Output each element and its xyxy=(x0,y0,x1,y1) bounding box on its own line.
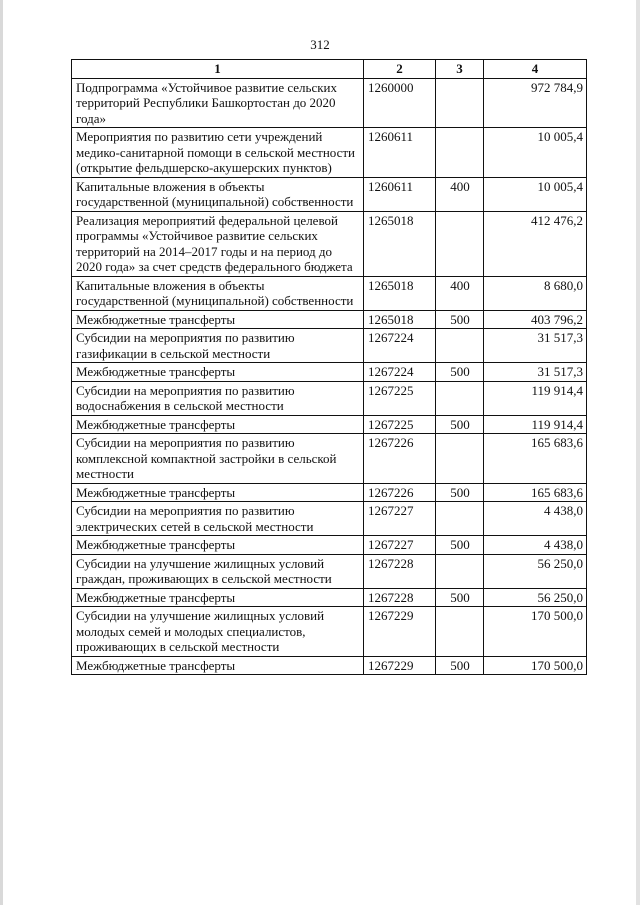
row-code-cell: 1265018 xyxy=(364,211,436,276)
row-amount-cell: 56 250,0 xyxy=(484,554,587,588)
row-type-cell xyxy=(436,554,484,588)
row-amount-cell: 165 683,6 xyxy=(484,434,587,484)
table-row xyxy=(72,363,587,382)
row-type-cell xyxy=(436,502,484,536)
table-row xyxy=(72,588,587,607)
row-name-cell: Подпрограмма «Устойчивое развитие сельских территорий Республики Башкортостан до 2020 года» xyxy=(72,78,364,128)
row-type-cell: 500 xyxy=(436,483,484,502)
row-amount-cell: 10 005,4 xyxy=(484,177,587,211)
page-edge-right xyxy=(636,0,640,905)
row-amount-cell: 4 438,0 xyxy=(484,536,587,555)
header-col-3: 3 xyxy=(436,60,484,79)
table-row xyxy=(72,502,587,536)
row-code-cell: 1267229 xyxy=(364,607,436,657)
row-code-cell: 1267225 xyxy=(364,415,436,434)
row-name-cell: Межбюджетные трансферты xyxy=(72,363,364,382)
row-type-cell: 500 xyxy=(436,536,484,555)
row-name-cell: Межбюджетные трансферты xyxy=(72,588,364,607)
table-body xyxy=(72,78,587,675)
page-edge-left xyxy=(0,0,3,905)
row-code-cell: 1267228 xyxy=(364,554,436,588)
row-name-cell: Субсидии на мероприятия по развитию газификации в сельской местности xyxy=(72,329,364,363)
header-col-1: 1 xyxy=(72,60,364,79)
row-amount-cell: 170 500,0 xyxy=(484,607,587,657)
row-type-cell xyxy=(436,434,484,484)
row-type-cell: 500 xyxy=(436,588,484,607)
row-code-cell: 1267224 xyxy=(364,329,436,363)
table-row xyxy=(72,329,587,363)
table-row xyxy=(72,78,587,128)
page-number: 312 xyxy=(310,37,330,52)
row-code-cell: 1260611 xyxy=(364,128,436,178)
row-code-cell: 1267229 xyxy=(364,656,436,675)
row-amount-cell: 119 914,4 xyxy=(484,381,587,415)
table-row xyxy=(72,483,587,502)
row-name-cell: Межбюджетные трансферты xyxy=(72,656,364,675)
table-row xyxy=(72,607,587,657)
row-name-cell: Капитальные вложения в объекты государственной (муниципальной) собственности xyxy=(72,177,364,211)
row-amount-cell: 10 005,4 xyxy=(484,128,587,178)
row-amount-cell: 403 796,2 xyxy=(484,310,587,329)
table-row xyxy=(72,276,587,310)
row-amount-cell: 412 476,2 xyxy=(484,211,587,276)
row-code-cell: 1267227 xyxy=(364,536,436,555)
table-row xyxy=(72,554,587,588)
row-type-cell xyxy=(436,211,484,276)
table-header xyxy=(72,60,587,79)
table-row xyxy=(72,434,587,484)
table-row xyxy=(72,536,587,555)
row-amount-cell: 56 250,0 xyxy=(484,588,587,607)
row-name-cell: Субсидии на мероприятия по развитию водоснабжения в сельской местности xyxy=(72,381,364,415)
row-type-cell: 400 xyxy=(436,177,484,211)
row-name-cell: Капитальные вложения в объекты государственной (муниципальной) собственности xyxy=(72,276,364,310)
row-type-cell xyxy=(436,607,484,657)
row-amount-cell: 31 517,3 xyxy=(484,363,587,382)
row-type-cell: 500 xyxy=(436,363,484,382)
row-name-cell: Межбюджетные трансферты xyxy=(72,536,364,555)
row-name-cell: Межбюджетные трансферты xyxy=(72,310,364,329)
row-amount-cell: 972 784,9 xyxy=(484,78,587,128)
row-code-cell: 1267225 xyxy=(364,381,436,415)
table-row xyxy=(72,211,587,276)
row-type-cell: 500 xyxy=(436,415,484,434)
row-name-cell: Субсидии на улучшение жилищных условий молодых семей и молодых специалистов, проживающих в сельской местности xyxy=(72,607,364,657)
row-name-cell: Межбюджетные трансферты xyxy=(72,483,364,502)
row-amount-cell: 4 438,0 xyxy=(484,502,587,536)
row-type-cell: 500 xyxy=(436,310,484,329)
row-code-cell: 1267228 xyxy=(364,588,436,607)
row-type-cell xyxy=(436,329,484,363)
table-row xyxy=(72,381,587,415)
row-type-cell xyxy=(436,78,484,128)
row-amount-cell: 165 683,6 xyxy=(484,483,587,502)
header-col-2: 2 xyxy=(364,60,436,79)
row-type-cell xyxy=(436,381,484,415)
row-name-cell: Субсидии на мероприятия по развитию электрических сетей в сельской местности xyxy=(72,502,364,536)
row-amount-cell: 170 500,0 xyxy=(484,656,587,675)
header-col-4: 4 xyxy=(484,60,587,79)
header-row xyxy=(72,60,587,79)
row-name-cell: Реализация мероприятий федеральной целевой программы «Устойчивое развитие сельских территорий на 2014–2017 годы и на период до 2020 года» за счет средств федерального бюджета xyxy=(72,211,364,276)
row-amount-cell: 31 517,3 xyxy=(484,329,587,363)
table-row xyxy=(72,415,587,434)
table-row xyxy=(72,310,587,329)
table-row xyxy=(72,177,587,211)
budget-table xyxy=(71,59,587,675)
row-name-cell: Субсидии на мероприятия по развитию комплексной компактной застройки в сельской местности xyxy=(72,434,364,484)
row-code-cell: 1265018 xyxy=(364,310,436,329)
row-name-cell: Субсидии на улучшение жилищных условий граждан, проживающих в сельской местности xyxy=(72,554,364,588)
row-code-cell: 1260611 xyxy=(364,177,436,211)
row-code-cell: 1267227 xyxy=(364,502,436,536)
row-code-cell: 1267226 xyxy=(364,483,436,502)
row-type-cell xyxy=(436,128,484,178)
row-type-cell: 400 xyxy=(436,276,484,310)
row-type-cell: 500 xyxy=(436,656,484,675)
row-amount-cell: 119 914,4 xyxy=(484,415,587,434)
row-name-cell: Межбюджетные трансферты xyxy=(72,415,364,434)
table-row xyxy=(72,656,587,675)
table-row xyxy=(72,128,587,178)
row-code-cell: 1267226 xyxy=(364,434,436,484)
row-amount-cell: 8 680,0 xyxy=(484,276,587,310)
row-code-cell: 1260000 xyxy=(364,78,436,128)
row-code-cell: 1265018 xyxy=(364,276,436,310)
row-code-cell: 1267224 xyxy=(364,363,436,382)
row-name-cell: Мероприятия по развитию сети учреждений медико-санитарной помощи в сельской местности (открытие фельдшерско-акушерских пунктов) xyxy=(72,128,364,178)
